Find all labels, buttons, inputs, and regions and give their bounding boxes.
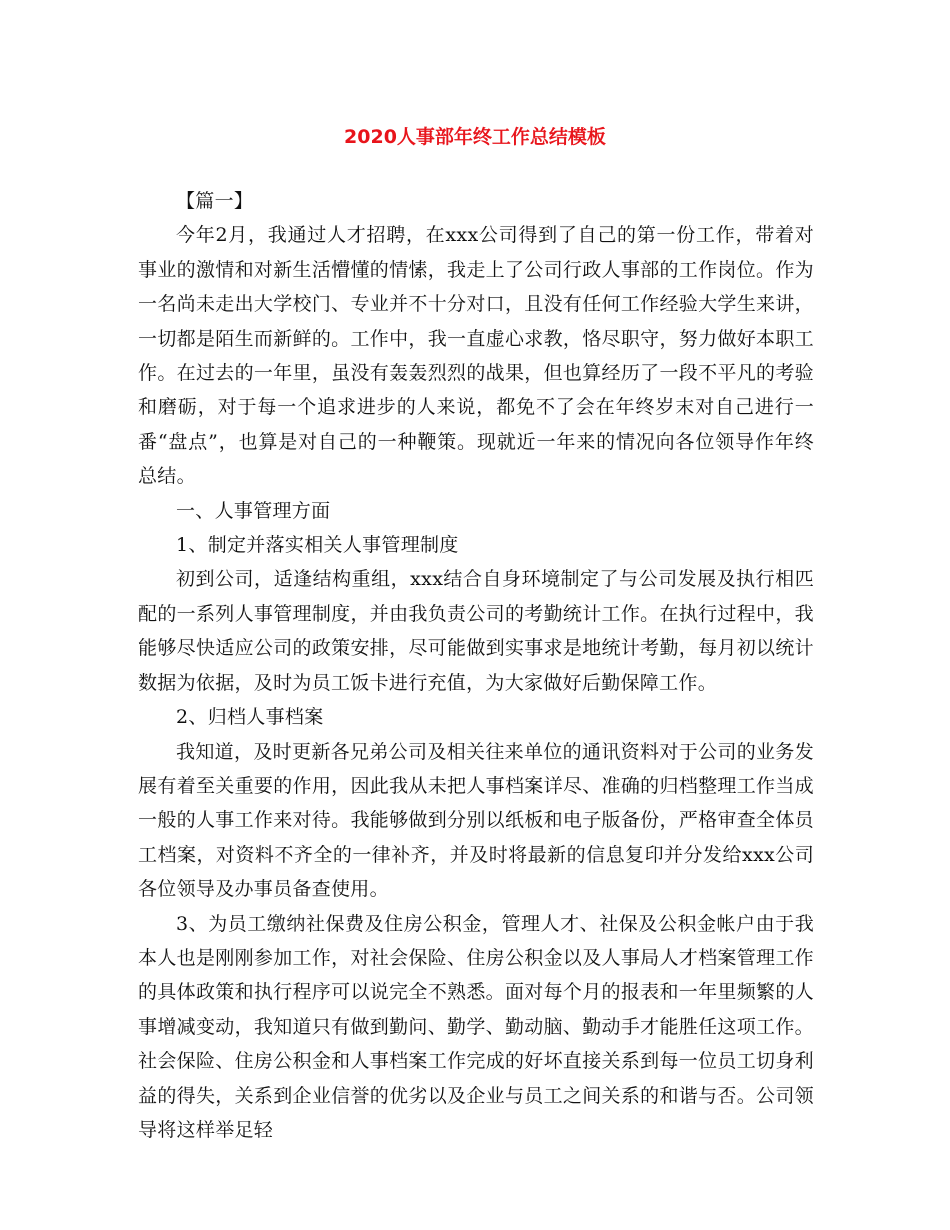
heading-personnel-management: 一、人事管理方面: [176, 499, 331, 522]
paragraph-intro: 今年2月，我通过人才招聘，在xxx公司得到了自己的第一份工作，带着对事业的激情和对新生活懵懂的情愫，我走上了公司行政人事部的工作岗位。作为一名尚未走出大学校门、专业并不十分对口，且没有任何工作经验大学生来讲，一切都是陌生而新鲜的。工作中，我一直虚心求教，恪尽职守，努力做好本职工作。在过去的一年里，虽没有轰轰烈烈的战果，但也算经历了一段不平凡的考验和磨砺，对于每一个追求进步的人来说，都免不了会在年终岁末对自己进行一番“盘点”，也算是对自己的一种鞭策。现就近一年来的情况向各位领导作年终总结。: [138, 224, 814, 488]
subheading-1: 1、制定并落实相关人事管理制度: [176, 534, 459, 557]
paragraph-3: 3、为员工缴纳社保费及住房公积金，管理人才、社保及公积金帐户由于我本人也是刚刚参加工作，对社会保险、住房公积金以及人事局人才档案管理工作的具体政策和执行程序可以说完全不熟悉。面对每个月的报表和一年里频繁的人事增减变动，我知道只有做到勤问、勤学、勤动脑、勤动手才能胜任这项工作。社会保险、住房公积金和人事档案工作完成的好坏直接关系到每一位员工切身利益的得失，关系到企业信誉的优劣以及企业与员工之间关系的和谐与否。公司领导将这样举足轻: [138, 912, 814, 1141]
section-label: 【篇一】: [176, 190, 254, 212]
subheading-2: 2、归档人事档案: [176, 706, 324, 729]
paragraph-1: 初到公司，适逢结构重组，xxx结合自身环境制定了与公司发展及执行相匹配的一系列人事管理制度，并由我负责公司的考勤统计工作。在执行过程中，我能够尽快适应公司的政策安排，尽可能做到实事求是地统计考勤，每月初以统计数据为依据，及时为员工饭卡进行充值，为大家做好后勤保障工作。: [138, 568, 814, 694]
paragraph-2: 我知道，及时更新各兄弟公司及相关往来单位的通讯资料对于公司的业务发展有着至关重要的作用，因此我从未把人事档案详尽、准确的归档整理工作当成一般的人事工作来对待。我能够做到分别以纸板和电子版备份，严格审查全体员工档案，对资料不齐全的一律补齐，并及时将最新的信息复印并分发给xxx公司各位领导及办事员备查使用。: [138, 740, 814, 901]
document-body: [138, 184, 814, 1147]
document-title: 2020人事部年终工作总结模板: [344, 126, 606, 148]
